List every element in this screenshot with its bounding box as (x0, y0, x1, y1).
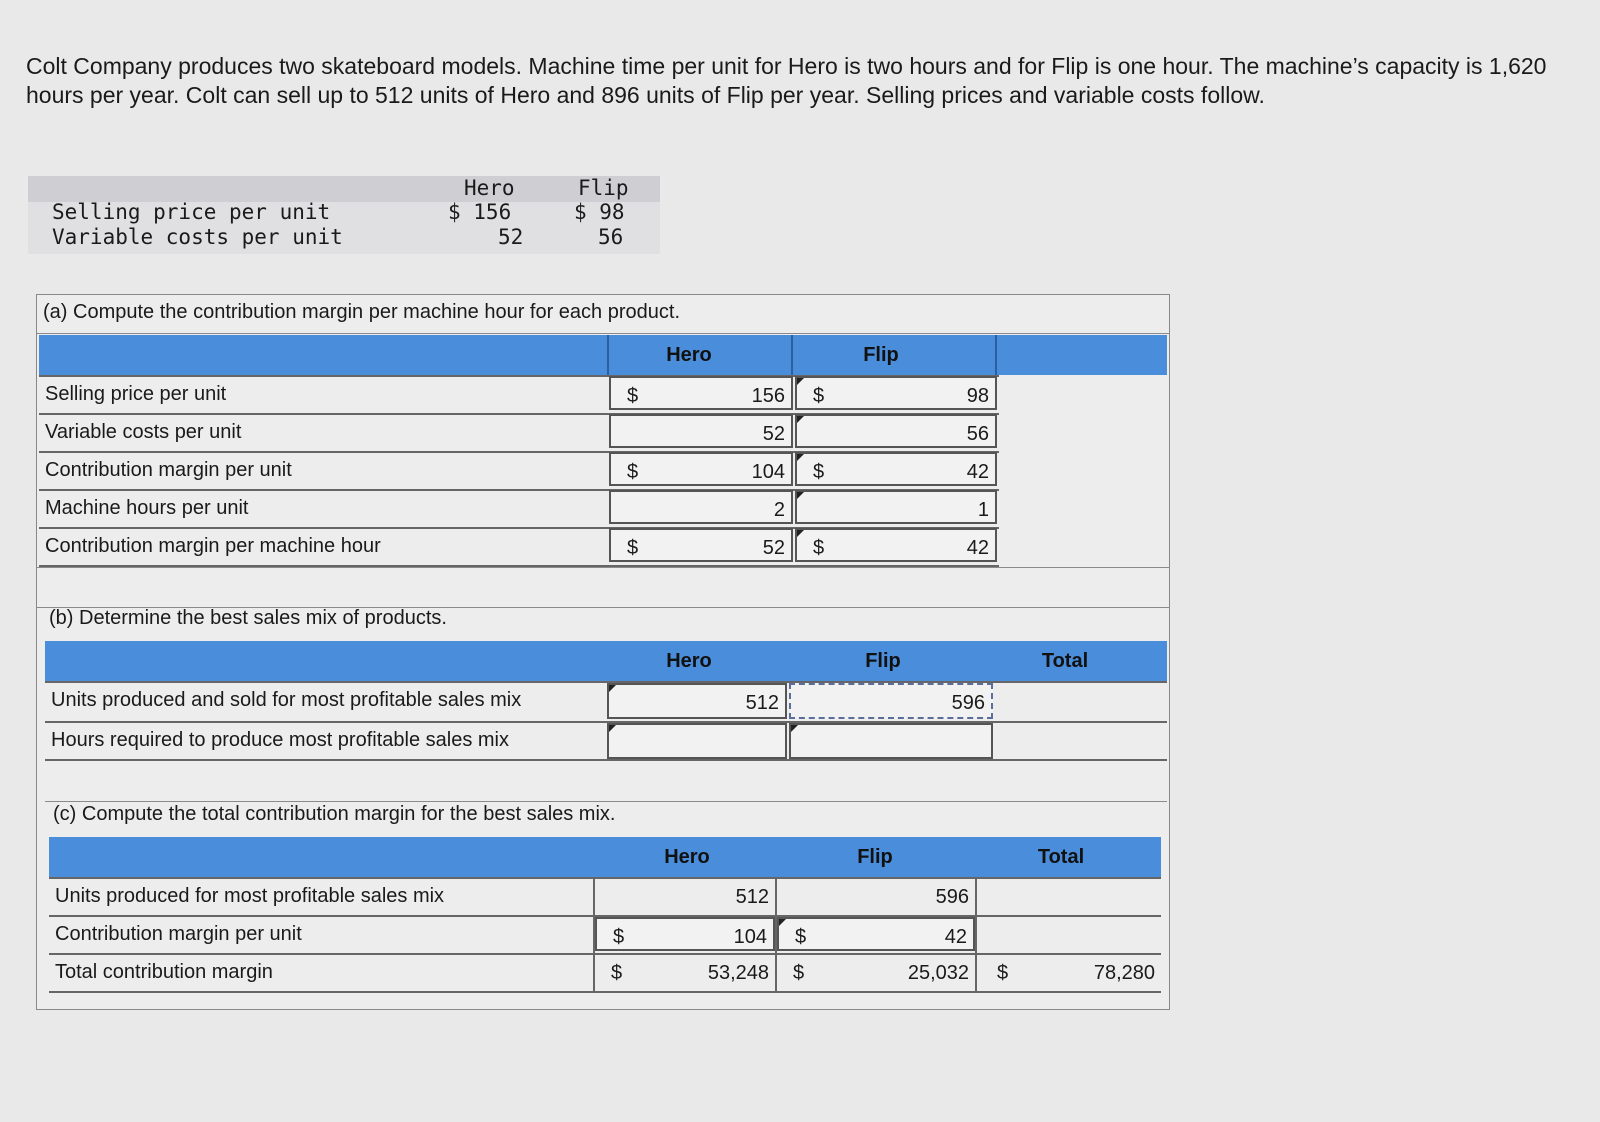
part-c-flip-value: 25,032 (907, 962, 969, 984)
part-b-row (45, 681, 1167, 719)
part-c-hero-value: 104 (733, 926, 767, 948)
part-c-total-cell (977, 955, 1161, 989)
part-b-hero-input[interactable] (607, 683, 787, 719)
part-b-flip-input[interactable] (789, 683, 993, 719)
part-c-col-total: Total (1037, 846, 1085, 868)
part-c-hero-cell (595, 955, 775, 989)
part-a-flip-input[interactable] (795, 528, 997, 562)
part-a-row-label: Contribution margin per machine hour (45, 535, 381, 557)
divider (791, 335, 793, 375)
part-b-col-flip: Flip (865, 650, 901, 672)
currency-symbol: $ (611, 962, 623, 984)
currency-symbol: $ (813, 537, 825, 559)
divider (995, 335, 997, 375)
part-c-hero-value: 53,248 (707, 962, 769, 984)
currency-symbol: $ (627, 537, 639, 559)
part-a-hero-input[interactable] (609, 414, 793, 448)
cell-marker (609, 685, 616, 692)
part-a-hero-input[interactable] (609, 376, 793, 410)
given-col-hero: Hero (464, 176, 515, 200)
part-b-header-band (45, 641, 1167, 681)
currency-symbol: $ (627, 385, 639, 407)
part-c-flip-value: 42 (944, 926, 967, 948)
given-row1-hero: $ 156 (448, 200, 512, 224)
part-a-flip-value: 42 (966, 537, 989, 559)
part-a-col-hero: Hero (666, 344, 712, 366)
currency-symbol: $ (613, 926, 625, 948)
part-a-col-flip: Flip (863, 344, 899, 366)
part-b-row (45, 721, 1167, 761)
part-c-flip-value: 596 (935, 886, 969, 908)
part-c-row-label: Units produced for most profitable sales mix (55, 885, 445, 907)
cell-marker (779, 919, 786, 926)
part-c-row-label: Contribution margin per unit (55, 923, 302, 945)
part-a-hero-value: 156 (751, 385, 785, 407)
currency-symbol: $ (997, 962, 1009, 984)
part-a-hero-value: 104 (751, 461, 785, 483)
part-c-hero-cell (595, 879, 775, 913)
part-c-col-hero: Hero (664, 846, 710, 868)
part-c-flip-input[interactable] (777, 917, 975, 951)
cell-marker (791, 725, 798, 732)
given-header-band (28, 176, 660, 202)
part-b-hero-hours-input[interactable] (607, 723, 787, 759)
cell-marker (797, 454, 804, 461)
part-c-header-band (49, 837, 1161, 877)
part-b-row-label: Hours required to produce most profitable sales mix (51, 729, 509, 751)
answer-frame (36, 294, 1170, 1010)
part-a-hero-input[interactable] (609, 490, 793, 524)
part-a-flip-input[interactable] (795, 414, 997, 448)
part-a-title: (a) Compute the contribution margin per machine hour for each product. (43, 301, 681, 323)
part-a-row-label: Selling price per unit (45, 383, 227, 405)
part-a-flip-input[interactable] (795, 376, 997, 410)
part-c-hero-value: 512 (735, 886, 769, 908)
part-b-row-label: Units produced and sold for most profitable sales mix (51, 689, 522, 711)
part-a-flip-input[interactable] (795, 452, 997, 486)
part-a-row-label: Variable costs per unit (45, 421, 242, 443)
part-a-row-label: Machine hours per unit (45, 497, 249, 519)
divider (607, 335, 609, 375)
part-c-flip-cell (777, 879, 975, 913)
part-c-flip-cell (777, 955, 975, 989)
part-a-flip-input[interactable] (795, 490, 997, 524)
problem-statement: Colt Company produces two skateboard models. Machine time per unit for Hero is two hours and for Flip is one hour. The machine’s capacity is 1,620 hours per year. Colt can sell up to 512 units of Hero and 896 units of Flip per year. Selling prices and variable costs follow. (26, 53, 1547, 108)
cell-marker (797, 378, 804, 385)
part-a-flip-value: 56 (966, 423, 989, 445)
given-row2-label: Variable costs per unit (52, 225, 343, 249)
part-a-hero-value: 52 (762, 537, 785, 559)
part-c-hero-input[interactable] (595, 917, 775, 951)
given-data-table (28, 176, 660, 254)
given-col-flip: Flip (578, 176, 629, 200)
part-a-row-label: Contribution margin per unit (45, 459, 292, 481)
divider (37, 333, 1169, 334)
part-b-title: (b) Determine the best sales mix of products. (49, 607, 447, 629)
part-a-header-band (39, 335, 1167, 375)
currency-symbol: $ (627, 461, 639, 483)
part-c-title: (c) Compute the total contribution margin for the best sales mix. (53, 803, 616, 825)
currency-symbol: $ (813, 461, 825, 483)
divider (37, 567, 1169, 568)
currency-symbol: $ (795, 926, 807, 948)
part-a-flip-value: 98 (966, 385, 989, 407)
given-row2-hero: 52 (498, 225, 524, 249)
part-a-flip-value: 1 (977, 499, 989, 521)
given-row1-flip: $ 98 (574, 200, 625, 224)
part-a-hero-value: 52 (762, 423, 785, 445)
cell-marker (797, 530, 804, 537)
part-a-hero-input[interactable] (609, 452, 793, 486)
cell-marker (797, 416, 804, 423)
part-b-col-total: Total (1041, 650, 1089, 672)
cell-marker (609, 725, 616, 732)
part-c-row-label: Total contribution margin (55, 961, 273, 983)
part-c-col-flip: Flip (857, 846, 893, 868)
part-a-hero-input[interactable] (609, 528, 793, 562)
given-row2-flip: 56 (598, 225, 624, 249)
given-row1-label: Selling price per unit (52, 200, 331, 224)
part-b-flip-value: 596 (951, 692, 985, 714)
part-b-col-hero: Hero (666, 650, 712, 672)
currency-symbol: $ (813, 385, 825, 407)
part-c-total-value: 78,280 (1093, 962, 1155, 984)
cell-marker (797, 492, 804, 499)
part-a-flip-value: 42 (966, 461, 989, 483)
part-b-flip-hours-input[interactable] (789, 723, 993, 759)
part-b-hero-value: 512 (745, 692, 779, 714)
part-a-hero-value: 2 (773, 499, 785, 521)
currency-symbol: $ (793, 962, 805, 984)
divider (45, 801, 1167, 802)
